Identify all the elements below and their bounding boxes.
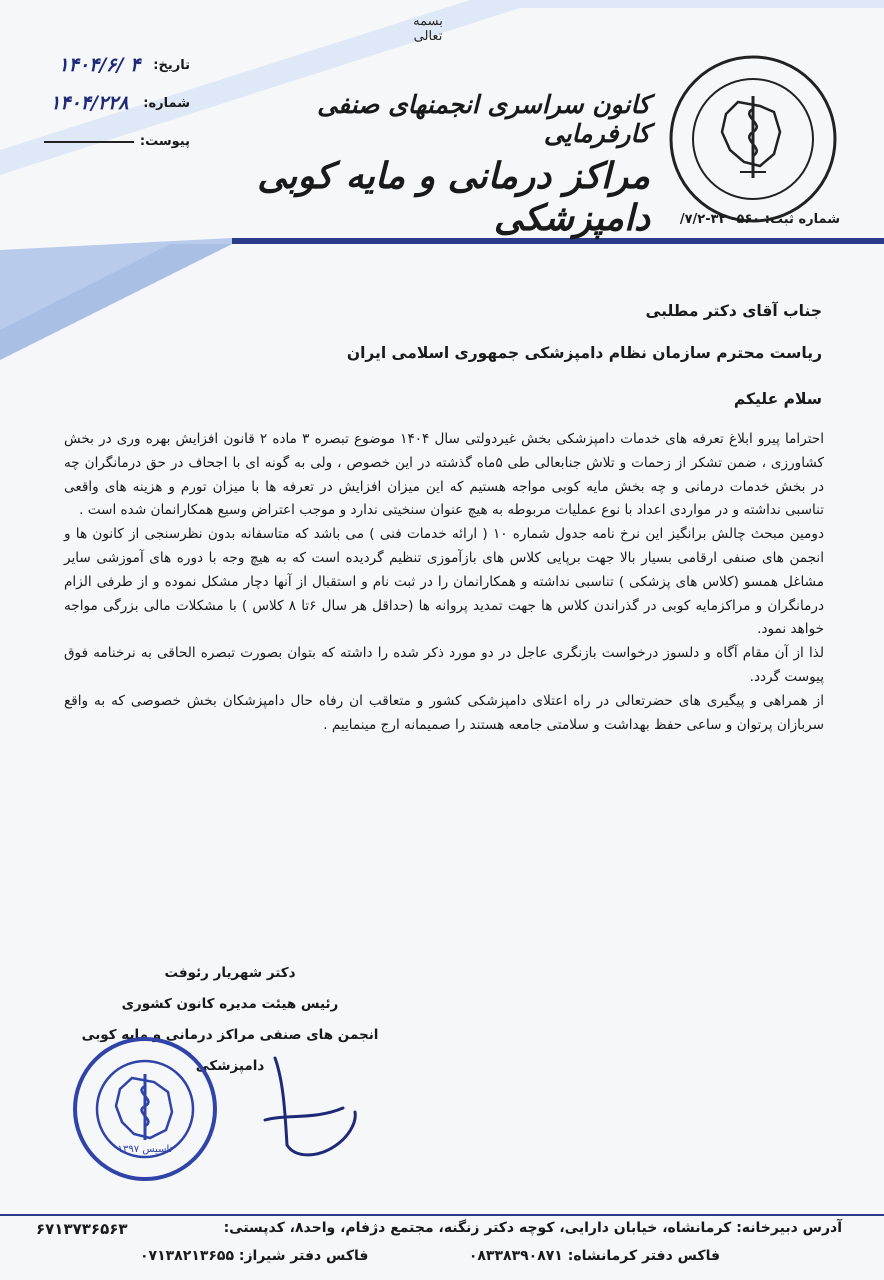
fax-kermanshah: فاکس دفتر کرمانشاه: ۰۸۳۳۸۳۹۰۸۷۱ (468, 1248, 720, 1264)
handwritten-signature-icon (255, 1050, 365, 1170)
footer-rule (0, 1214, 884, 1216)
number-value: ۱۴۰۴/۲۲۸ (50, 92, 129, 114)
signer-name: دکتر شهریار رئوفت (164, 965, 296, 981)
letter-meta (14, 46, 190, 160)
greeting: سلام علیکم (733, 390, 822, 408)
recipient-title: ریاست محترم سازمان نظام دامپزشکی جمهوری اسلامی ایران (346, 344, 822, 362)
paragraph-4: از همراهی و پیگیری های حضرتعالی در راه اعتلای دامپزشکی کشور و متعاقب ان رفاه حال دامپزشکان بخش خصوصی که به واقع سربازان پرتوان و ساعی حفظ بهداشت و سلامتی جامعه هستند را صمیمانه ارج مینماییم . (64, 692, 824, 733)
attachment-row (14, 122, 190, 160)
signer-title: رئیس هیئت مدیره کانون کشوری (121, 996, 339, 1012)
fax-shiraz: فاکس دفتر شیراز: ۰۷۱۳۸۲۱۳۶۵۵ (140, 1248, 369, 1264)
bismillah: بسمه تعالی (413, 14, 443, 44)
org-title-line2: مراکز درمانی و مایه کوبی دامپزشکی (257, 155, 650, 239)
paragraph-1: احتراما پیرو ابلاغ تعرفه های خدمات دامپزشکی بخش غیردولتی سال ۱۴۰۴ موضوع تبصره ۳ ماده ۲ قانون افزایش بهره وری در بخش کشاورزی ، ضمن تشکر از زحمات و تلاش جنابعالی طی ۵ماه گذشته در این خصوص ، ولی به گونه ای با اجحاف در حق درمانگران چه در بخش خدمات درمانی و چه بخش مایه کوبی مواجه هستیم که این میزان افزایش در تعرفه ها با میزان تورم و هزینه های واقعی تناسبی نداشته و در مواردی اعداد با نوع عملیات مربوطه به هیچ عنوان سنخیتی ندارد و موجب اعتراض وسیع همکارانمان شده است . (64, 431, 824, 519)
date-value: ۱۴۰۴/۶/ ۴ (58, 54, 141, 76)
number-label: شماره: (143, 95, 190, 111)
recipient-name: جناب آقای دکتر مطلبی (645, 302, 822, 320)
stamp-year: تاسیس ۱۳۹۷ (117, 1144, 173, 1155)
signer-org: انجمن های صنفی مراکز درمانی و مایه کوبی دامپزشکی (81, 1027, 379, 1074)
recipient-block (300, 290, 822, 374)
letter-body (64, 428, 824, 737)
blue-stamp-icon (70, 1034, 220, 1184)
paragraph-3: لذا از آن مقام آگاه و دلسوز درخواست بازنگری عاجل در دو مورد ذکر شده را داشته که بتوان بصورت تبصره الحاقی به نرخنامه فوق پیوست گردد. (64, 645, 824, 685)
association-logo-icon (668, 54, 838, 224)
registration-number: شماره ثبت: ۵۶۰- ۳۲-۷/۲/ (679, 212, 840, 227)
org-title-line1: کانون سراسری انجمنهای صنفی کارفرمایی (317, 90, 650, 148)
date-row (14, 46, 190, 84)
number-row (14, 84, 190, 122)
paragraph-2: دومین مبحث چالش برانگیز این نرخ نامه جدول شماره ۱۰ ( ارائه خدمات فنی ) می باشد که متاسفانه بدون نظرسنجی از کانون ها و انجمن های صنفی ارقامی بسیار بالا جهت برپایی کلاس های بازآموزی تنظیم گردیده است که به هیچ وجه با دوره های آموزشی سایر مشاغل همسو (کلاس های پزشکی ) تناسبی نداشته و همکارانمان را در ثبت نام و استقبال از آنها دچار مشکل نموده و از طرفی الزام درمانگران و مراکزمایه کوبی در گذراندن کلاس ها جهت تمدید پروانه ها (حداقل هر سال ۶تا ۸ کلاس ) با مشکلات مالی بزرگی مواجه خواهد نمود. (64, 526, 825, 638)
footer-fax-row (140, 1248, 720, 1264)
footer (0, 1212, 884, 1280)
footer-address: آدرس دبیرخانه: کرمانشاه، خیابان دارایی، کوچه دکتر زنگنه، مجتمع دژفام، واحد۸، کدپستی: (223, 1220, 842, 1236)
date-label: تاریخ: (153, 57, 190, 73)
footer-address-row (36, 1220, 842, 1238)
footer-postal-code: ۶۷۱۳۷۳۶۵۶۳ (36, 1220, 128, 1238)
attachment-label: پیوست: (139, 133, 190, 149)
attachment-line (44, 140, 134, 143)
